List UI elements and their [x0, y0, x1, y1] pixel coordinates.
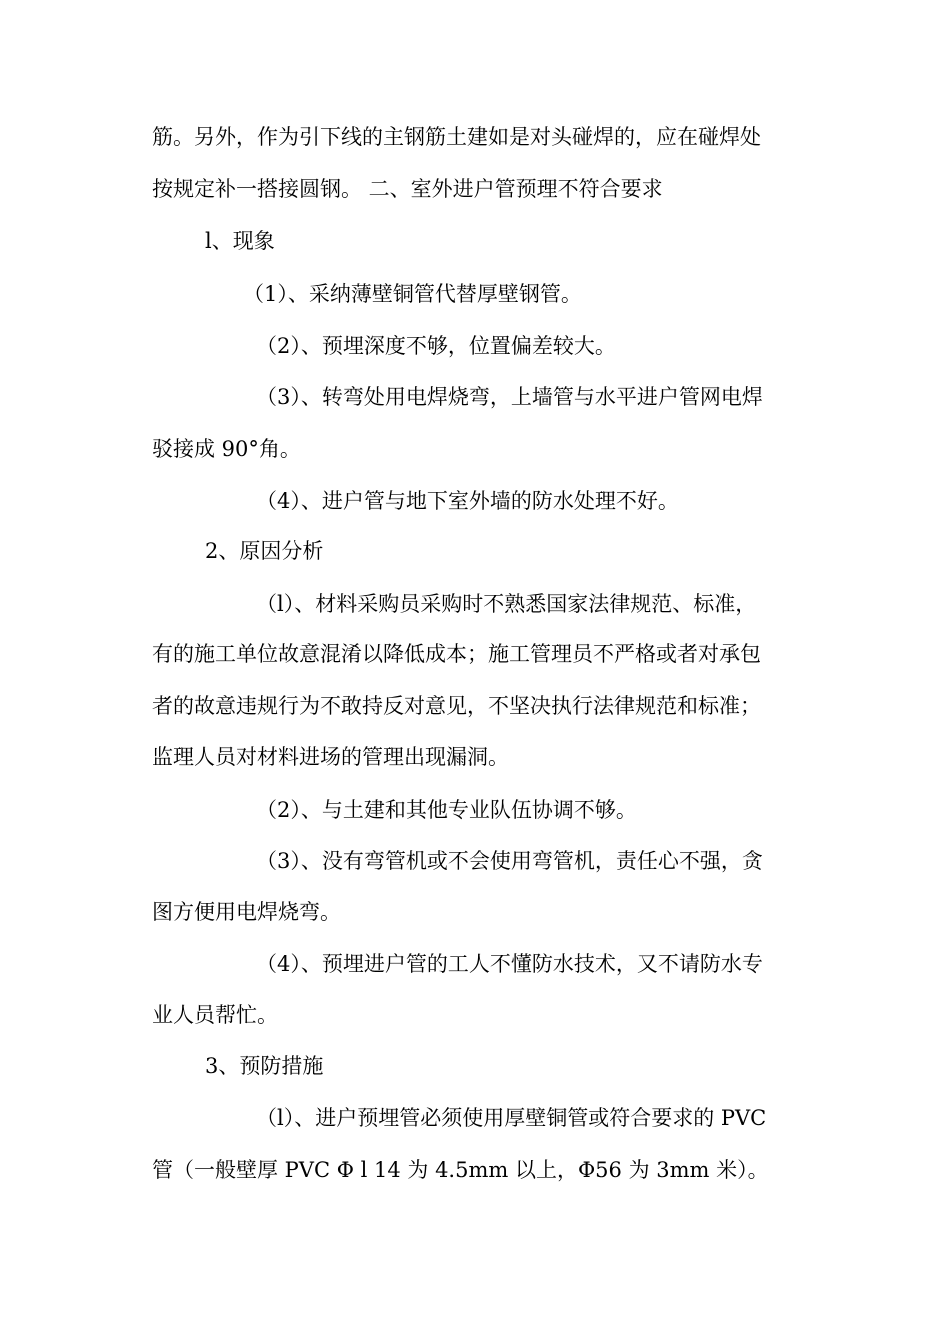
section-heading: l、现象: [205, 229, 275, 253]
text-line: 有的施工单位故意混淆以降低成本；施工管理员不严格或者对承包: [152, 642, 761, 666]
text-line: 按规定补一搭接圆钢。 二、室外进户管预理不符合要求: [152, 177, 663, 201]
text-line: 业人员帮忙。: [152, 1003, 278, 1027]
list-item: （2）、与土建和其他专业队伍协调不够。: [256, 798, 637, 822]
section-heading: 3、预防措施: [205, 1054, 324, 1078]
text-line: 管（一般壁厚 PVC Φ l 14 为 4.5mm 以上，Φ56 为 3mm 米）。: [152, 1158, 769, 1182]
list-item: （4）、预埋进户管的工人不懂防水技术，又不请防水专: [256, 952, 763, 976]
list-item: （2）、预埋深度不够，位置偏差较大。: [256, 334, 616, 358]
list-item: （3）、转弯处用电焊烧弯，上墙管与水平进户管网电焊: [256, 385, 763, 409]
list-item: （l）、材料采购员采购时不熟悉国家法律规范、标准，: [256, 592, 757, 616]
text-line: 图方便用电焊烧弯。: [152, 900, 341, 924]
list-item: （1）、采纳薄壁铜管代替厚壁钢管。: [243, 282, 582, 306]
text-line: 筋。另外，作为引下线的主钢筋土建如是对头碰焊的，应在碰焊处: [152, 125, 761, 149]
text-line: 者的故意违规行为不敢持反对意见，不坚决执行法律规范和标准；: [152, 694, 761, 718]
list-item: （l）、进户预埋管必须使用厚壁铜管或符合要求的 PVC: [256, 1106, 767, 1130]
list-item: （3）、没有弯管机或不会使用弯管机，责任心不强，贪: [256, 849, 763, 873]
list-item: （4）、进户管与地下室外墙的防水处理不好。: [256, 489, 679, 513]
section-heading: 2、原因分析: [205, 539, 324, 563]
text-line: 驳接成 90°角。: [152, 437, 301, 461]
text-line: 监理人员对材料进场的管理出现漏洞。: [152, 745, 509, 769]
